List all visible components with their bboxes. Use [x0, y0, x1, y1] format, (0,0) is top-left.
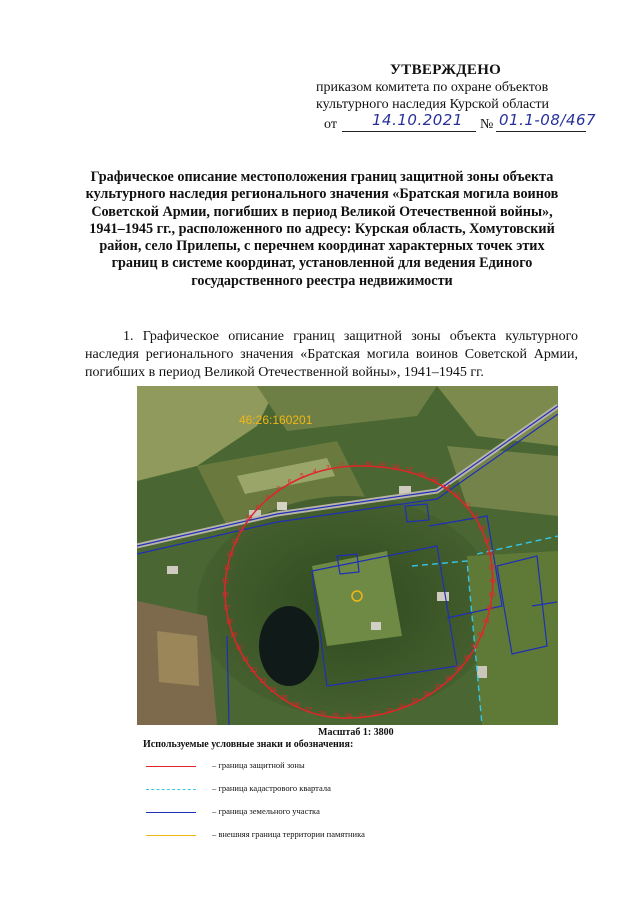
boundary-point-label: 46 [489, 577, 497, 585]
boundary-point-label: 26 [292, 701, 300, 709]
building [167, 566, 178, 574]
boundary-point-label: 27 [304, 706, 313, 714]
boundary-point-label: 33 [385, 707, 394, 715]
boundary-point-label: 36 [423, 691, 431, 699]
boundary-point-label: 38 [445, 674, 453, 682]
boundary-point-label: 40 [463, 654, 471, 662]
legend-sample-cadastral [146, 789, 196, 790]
building [477, 666, 487, 678]
boundary-point-label: 29 [331, 712, 339, 720]
approval-line-2: культурного наследия Курской области [316, 97, 550, 112]
legend-item [146, 783, 446, 806]
boundary-point-label: 21 [242, 655, 250, 663]
legend-label: – граница земельного участка [212, 806, 320, 816]
legend-label: – граница защитной зоны [212, 760, 305, 770]
boundary-point-label: 41 [471, 643, 479, 651]
boundary-point-label: 8 [265, 494, 270, 502]
boundary-point-label: 20 [235, 644, 243, 651]
boundary-point-label: 24 [269, 686, 277, 694]
legend-label: – внешняя граница территории памятника [212, 829, 365, 839]
boundary-point-label: 30 [345, 713, 353, 720]
approval-title: УТВЕРЖДЕНО [390, 62, 502, 78]
boundary-point-label: 48 [486, 550, 494, 558]
boundary-point-label: 3 [326, 464, 330, 472]
approval-block [316, 62, 616, 134]
number-label: № [480, 117, 494, 132]
boundary-point-label: 25 [280, 694, 288, 702]
legend-item [146, 829, 446, 852]
boundary-point-label: 43 [482, 618, 490, 626]
map-svg [137, 386, 558, 725]
boundary-point-label: 14 [223, 564, 231, 572]
boundary-point-label: 31 [358, 712, 367, 720]
legend [146, 760, 446, 852]
boundary-point-label: 32 [372, 710, 380, 718]
boundary-point-label: 42 [477, 631, 485, 638]
date-handwritten: 14.10.2021 [372, 111, 463, 129]
number-handwritten: 01.1-08/467 [499, 111, 597, 129]
boundary-point-label: 47 [488, 564, 496, 572]
legend-label: – граница кадастрового квартала [212, 783, 331, 793]
boundary-point-label: 39 [454, 665, 463, 673]
boundary-point-label: 15 [221, 577, 229, 585]
boundary-point-label: 55 [431, 476, 439, 484]
document-heading: Графическое описание местоположения границ защитной зоны объекта культурного наследия регионального значения «Братская могила воинов Советской Армии, погибших в период Великой Отечественной войны», 1941–1945 гг., расположенного по адресу: Курская область, Хомутовский район, село Прилепы, с перечнем координат характерных точек этих границ в системе координат, установленной для ведения Единого государственного реестра недвижимости [85, 169, 559, 289]
boundary-point-label: 53 [453, 492, 461, 500]
boundary-point-label: 9 [255, 504, 260, 511]
boundary-point-label: 10 [245, 514, 253, 522]
legend-sample-land-plot [146, 812, 196, 813]
building [437, 592, 449, 601]
section-paragraph [85, 328, 578, 382]
legend-item [146, 806, 446, 829]
building [371, 622, 381, 630]
boundary-point-label: 54 [442, 483, 451, 491]
boundary-point-label: 12 [231, 538, 239, 546]
field-area [157, 631, 199, 686]
boundary-point-label: 6 [287, 478, 292, 486]
legend-title: Используемые условные знаки и обозначения: [143, 739, 354, 750]
boundary-point-label: 50 [478, 524, 486, 532]
boundary-point-label: 13 [226, 551, 234, 558]
boundary-point-label: 52 [463, 501, 471, 509]
boundary-point-label: 56 [418, 471, 426, 479]
boundary-point-label: 59 [378, 462, 386, 470]
building [277, 502, 287, 510]
approval-line-1: приказом комитета по охране объектов [316, 80, 549, 95]
number-underline [496, 131, 586, 132]
legend-sample-monument [146, 835, 196, 836]
aerial-map [137, 386, 558, 725]
boundary-point-label: 45 [488, 591, 496, 599]
boundary-point-label: 49 [483, 537, 491, 545]
boundary-point-label: 57 [405, 467, 413, 475]
boundary-point-label: 1 [353, 461, 357, 468]
boundary-point-label: 28 [317, 710, 326, 718]
boundary-point-label: 18 [225, 618, 233, 626]
approval-signature-line [316, 111, 616, 134]
boundary-point-label: 22 [250, 667, 258, 674]
boundary-point-label: 16 [221, 591, 229, 599]
boundary-point-label: 60 [365, 461, 373, 469]
boundary-point-label: 4 [312, 467, 317, 475]
boundary-point-label: 11 [237, 525, 245, 533]
boundary-point-label: 35 [411, 697, 419, 705]
pond [259, 606, 319, 686]
map-scale: Масштаб 1: 3800 [318, 727, 394, 738]
boundary-point-label: 34 [398, 703, 407, 710]
boundary-point-label: 44 [485, 605, 494, 613]
cadastral-quarter-label: 46:26:160201 [239, 413, 313, 427]
boundary-point-label: 51 [471, 512, 479, 520]
boundary-point-label: 2 [339, 462, 344, 469]
section-paragraph-text: 1. Графическое описание границ защитной зоны объекта культурного наследия регионального значения «Братская могила воинов Советской Армии, погибших в период Великой Отечественной войны», 1941–1945 гг. [85, 329, 578, 380]
boundary-point-label: 7 [276, 486, 280, 493]
legend-item [146, 760, 446, 783]
boundary-point-label: 17 [222, 605, 231, 613]
legend-sample-protection-zone [146, 766, 196, 767]
date-label: от [324, 117, 337, 132]
boundary-point-label: 37 [434, 683, 443, 691]
boundary-point-label: 23 [259, 677, 267, 685]
boundary-point-label: 19 [229, 631, 238, 639]
boundary-point-label: 58 [392, 464, 400, 471]
date-underline [342, 131, 476, 132]
meadow [312, 551, 402, 646]
boundary-point-label: 5 [300, 472, 304, 480]
